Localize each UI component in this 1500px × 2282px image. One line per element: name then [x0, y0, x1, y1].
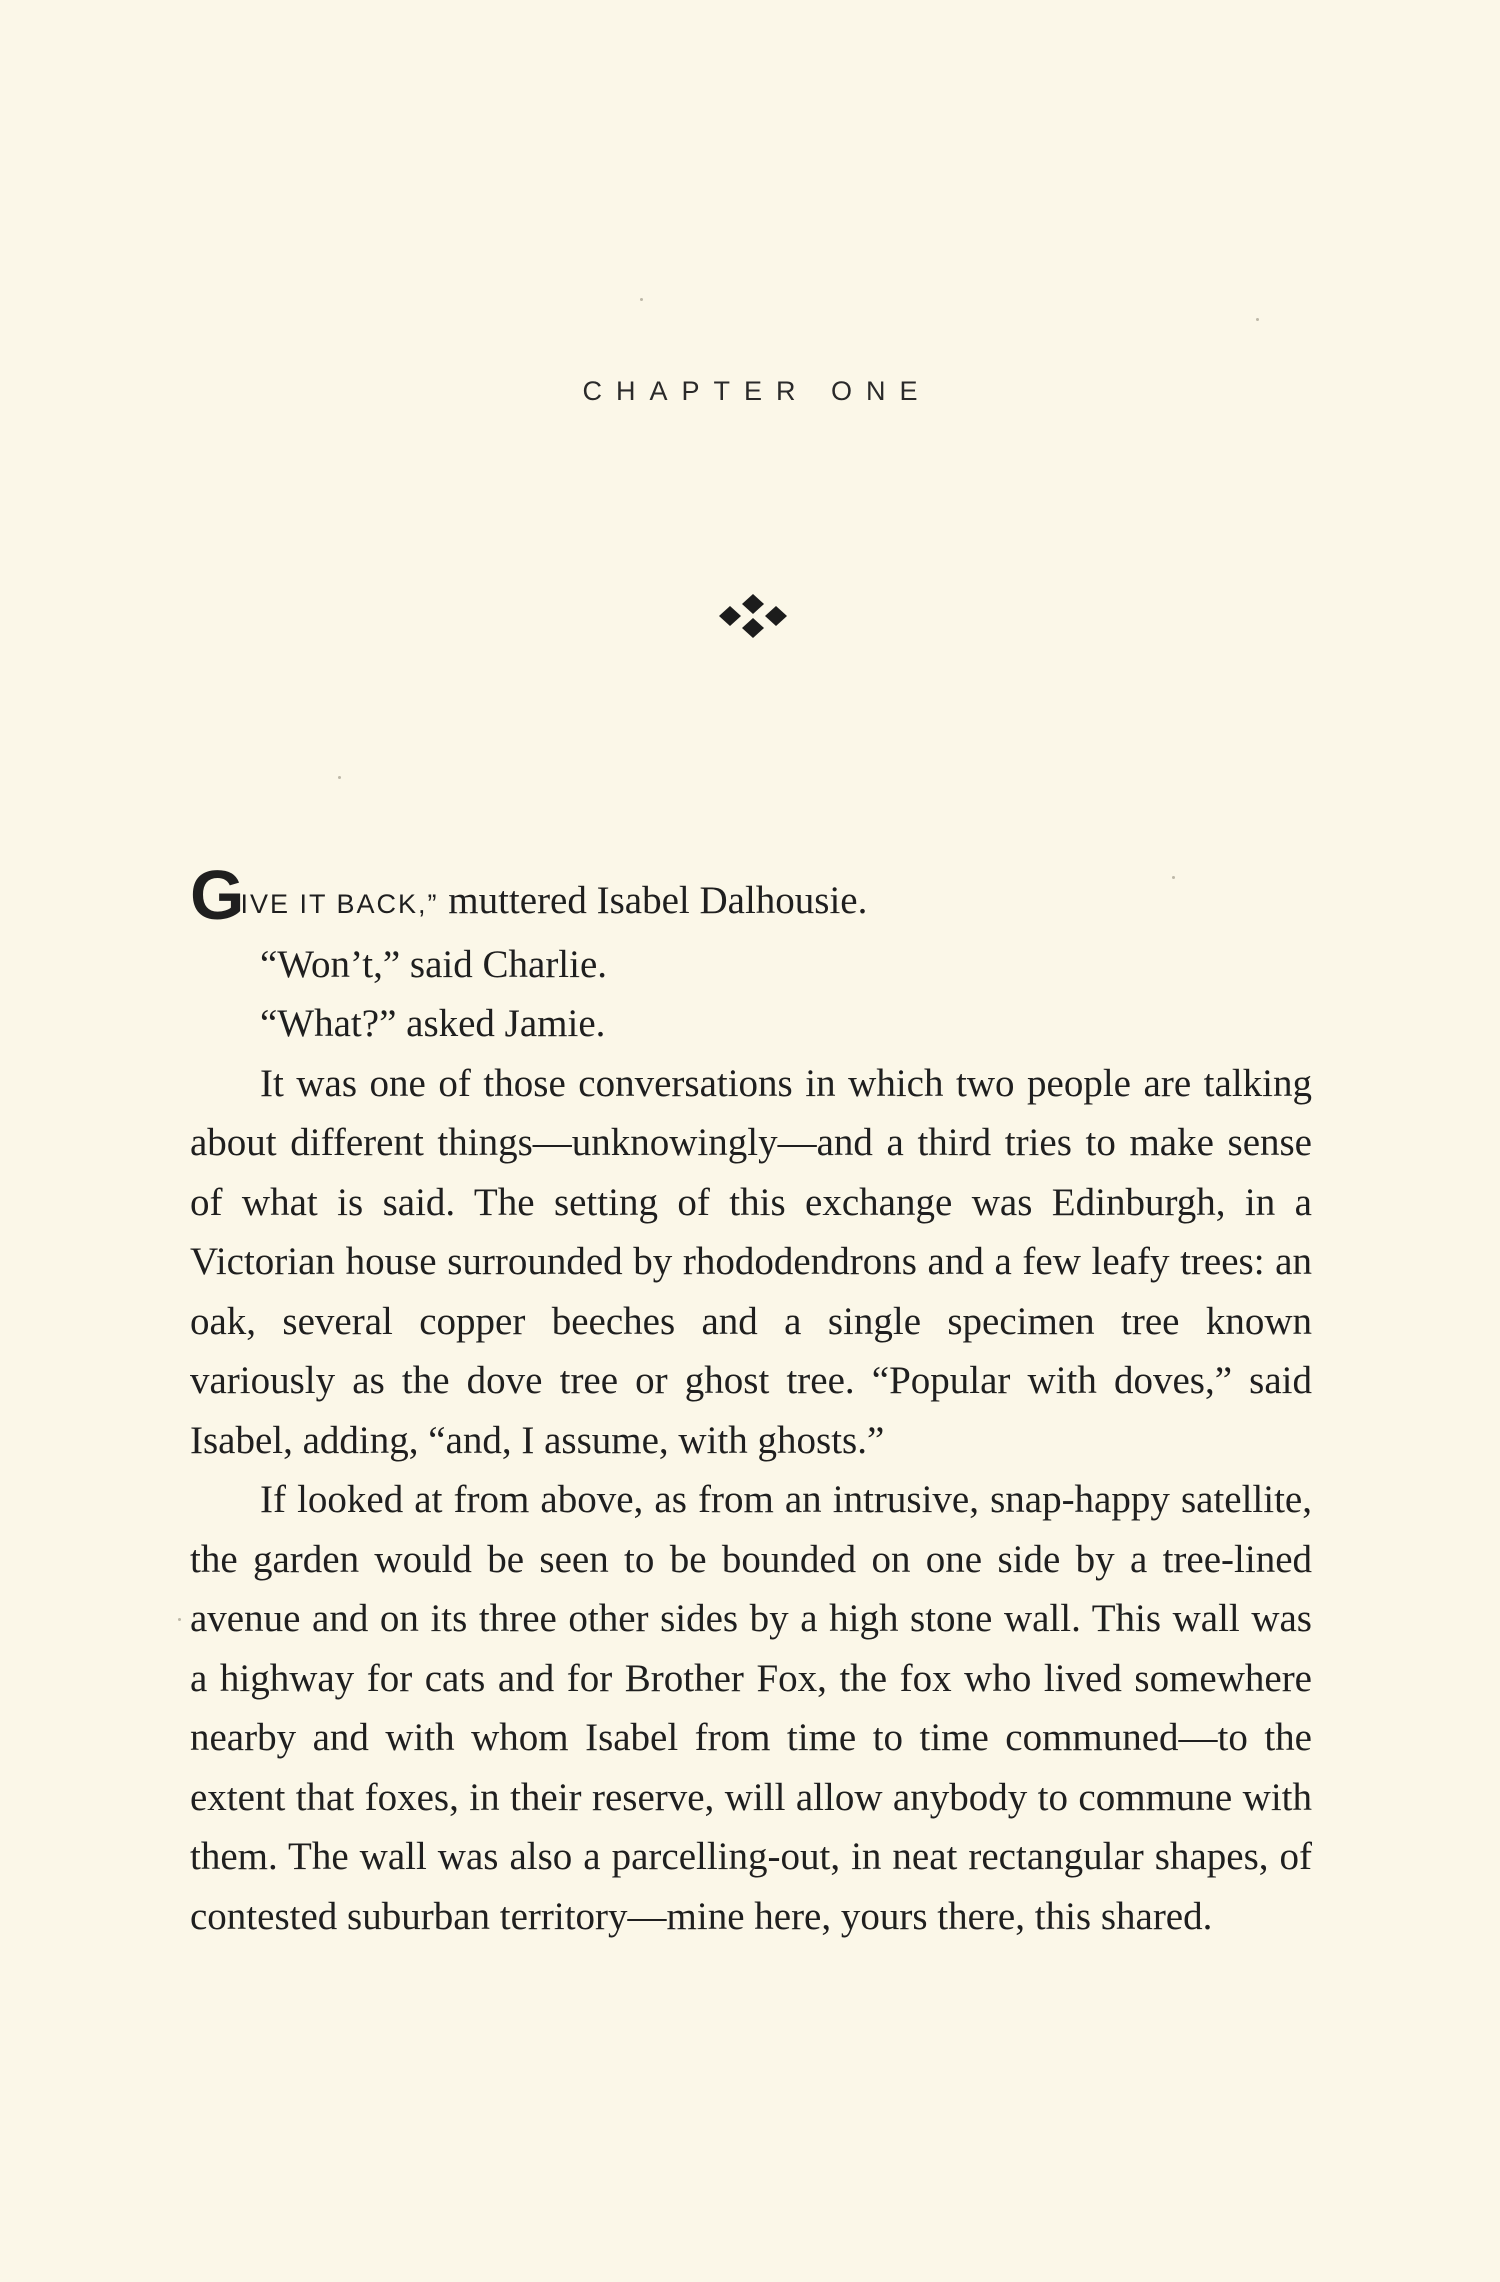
- paragraph: “Won’t,” said Charlie.: [260, 942, 608, 986]
- opening-text: muttered Isabel Dalhousie.: [438, 879, 868, 922]
- paragraph: If looked at from above, as from an intrusive, snap-happy satellite, the garden would be seen to be bounded on one side by a tree-lined avenue and on its three other sides by a high stone wall. This wall was a highway for cats and for Brother Fox, the fox who lived somewhere nearby and with whom Isabel from time to time communed—to the extent that foxes, in their reserve, will allow anybody to commune with them. The wall was also a parcelling-out, in neat rectangular shapes, of contested suburban territory—mine here, yours there, this shared.: [190, 1478, 1312, 1938]
- paper-speck: [178, 1618, 181, 1621]
- chapter-heading: CHAPTER ONE: [582, 376, 932, 406]
- chapter-text: [190, 856, 1312, 1946]
- drop-cap: G: [190, 856, 241, 934]
- paper-speck: [640, 298, 643, 301]
- paper-speck: [1256, 318, 1259, 321]
- diamond-cluster-ornament-icon: [708, 592, 798, 642]
- opening-small-caps: IVE IT BACK,”: [240, 889, 439, 919]
- opening-paragraph: [190, 856, 1312, 935]
- paragraph: It was one of those conversations in which two people are talking about different things—unknowingly—and a third tries to make sense of what is said. The setting of this exchange was Edinburgh, in a Victorian house surrounded by rhododendrons and a few leafy trees: an oak, several copper beeches and a single specimen tree known variously as the dove tree or ghost tree. “Popular with doves,” said Isabel, adding, “and, I assume, with ghosts.”: [190, 1061, 1312, 1462]
- paper-speck: [338, 776, 341, 779]
- paper-speck: [1172, 876, 1175, 879]
- paragraph: “What?” asked Jamie.: [260, 1002, 606, 1045]
